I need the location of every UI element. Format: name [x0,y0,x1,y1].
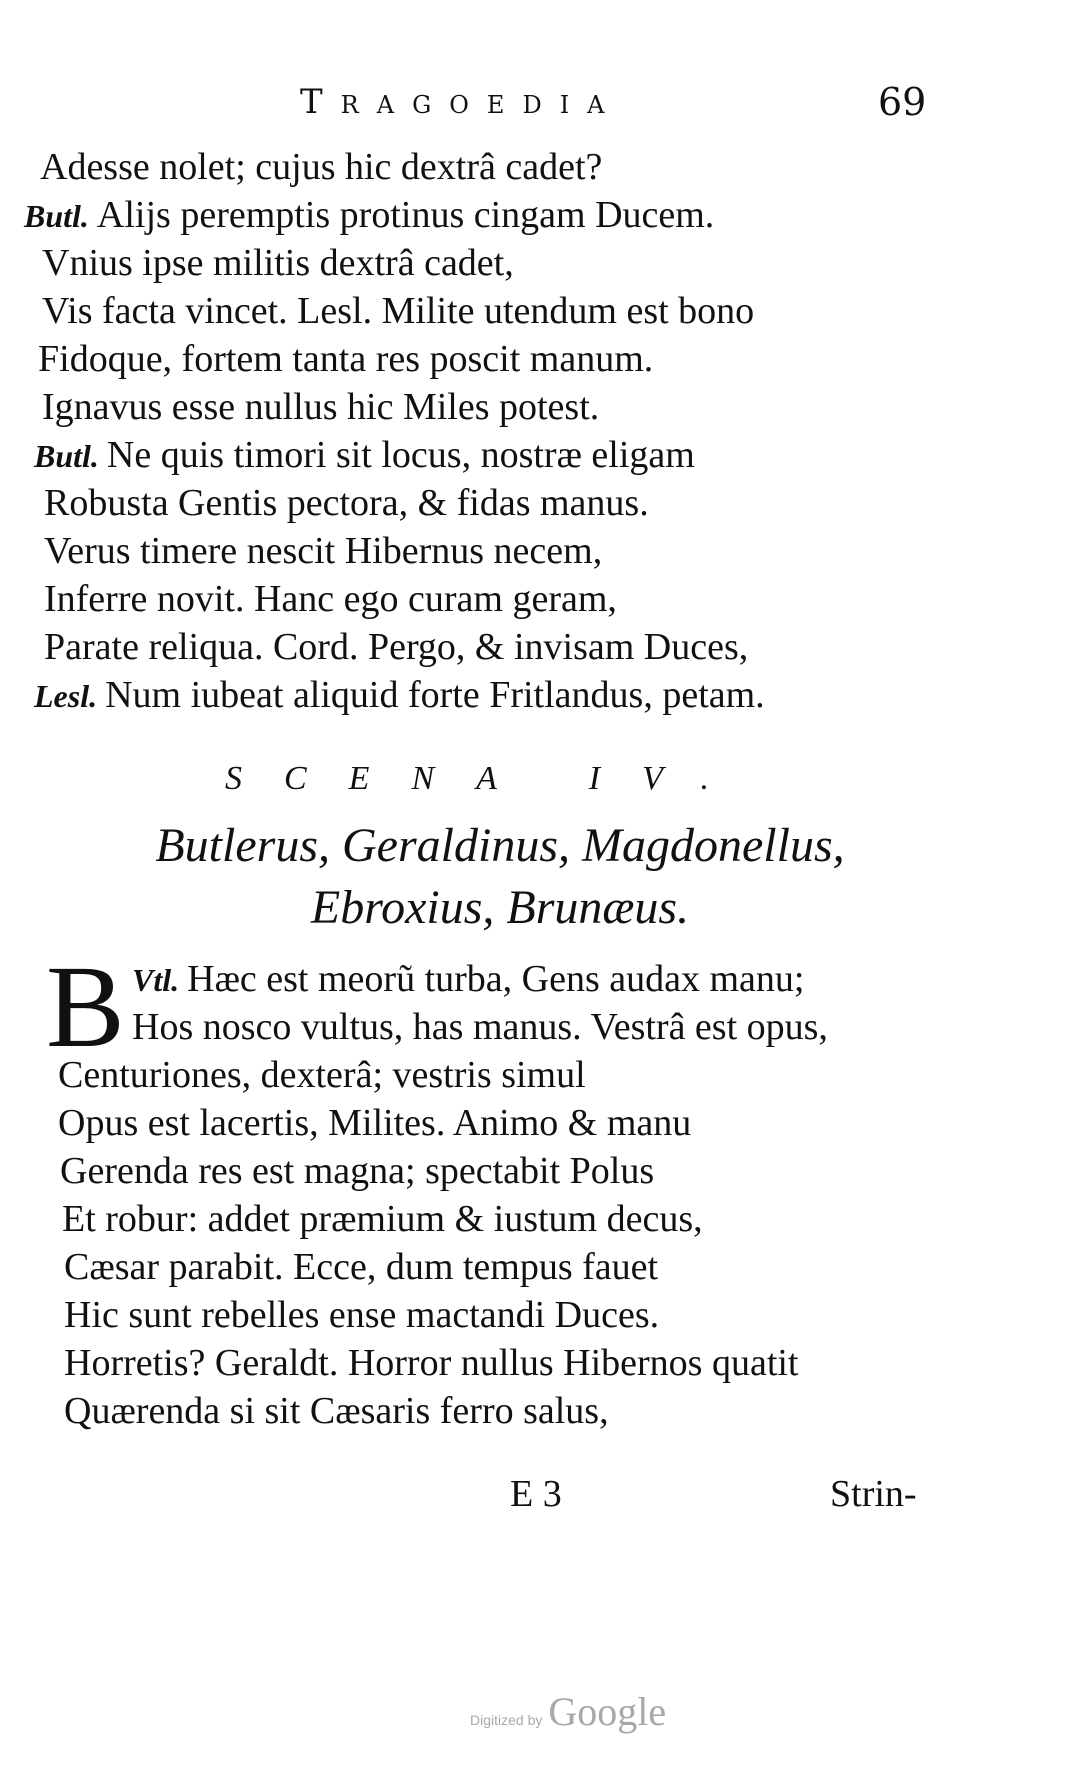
verse-line [56,1388,609,1435]
verse-line [50,1052,586,1099]
verse-line [124,1004,828,1051]
verse-text: Fidoque, fortem tanta res poscit manum. [38,338,654,380]
verse-text: Hæc est meorũ turba, Gens audax manu; [187,958,805,1000]
verse-line [32,144,602,191]
verse-text: Adesse nolet; cujus hic dextrâ cadet? [40,146,603,188]
verse-line [34,672,765,719]
verse-text: Num iubeat aliquid forte Fritlandus, petam. [105,674,765,716]
verse-text: Vnius ipse militis dextrâ cadet, [42,242,514,284]
catchword: Strin- [830,1473,917,1515]
running-title: Tragoedia [300,82,623,122]
scene-heading: SCENA IV. [225,760,751,797]
verse-line [36,528,602,575]
watermark-small-text: Digitized by [470,1712,543,1728]
verse-text: Vis facta vincet. Lesl. Milite utendum est bono [42,290,755,332]
verse-text: Verus timere nescit Hibernus necem, [44,530,603,572]
digitized-watermark [470,1688,666,1735]
verse-line [36,480,649,527]
verse-line [36,624,748,671]
watermark-logo-text: Google [548,1689,667,1734]
verse-text: Robusta Gentis pectora, & fidas manus. [44,482,649,524]
verse-line [56,1244,658,1291]
speaker-label: Vtl. [132,962,180,998]
verse-text: Hos nosco vultus, has manus. Vestrâ est opus, [132,1006,828,1048]
page-number: 69 [878,80,927,124]
verse-text: Cæsar parabit. Ecce, dum tempus fauet [64,1246,659,1288]
verse-text: Horretis? Geraldt. Horror nullus Hibernos quatit [64,1342,799,1384]
characters-line: Butlerus, Geraldinus, Magdonellus, [155,819,845,872]
verse-line [56,1292,659,1339]
verse-line [52,1148,654,1195]
speaker-label: Butl. [34,438,99,474]
signature-mark: E 3 [510,1473,562,1515]
verse-line [56,1340,799,1387]
verse-line [36,576,617,623]
verse-text: Opus est lacertis, Milites. Animo & manu [58,1102,692,1144]
verse-text: Gerenda res est magna; spectabit Polus [60,1150,655,1192]
verse-line [54,1196,703,1243]
drop-cap: B [46,941,125,1072]
verse-text: Ignavus esse nullus hic Miles potest. [42,386,600,428]
verse-text: Inferre novit. Hanc ego curam geram, [44,578,617,620]
verse-line [34,240,514,287]
verse-line [34,288,754,335]
verse-text: Alijs peremptis protinus cingam Ducem. [96,194,715,236]
speaker-label: Butl. [24,198,89,234]
verse-line [34,384,599,431]
characters-line: Ebroxius, Brunæus. [310,881,690,934]
verse-line [24,192,714,239]
verse-line [30,336,653,383]
speaker-label: Lesl. [34,678,98,714]
verse-text: Et robur: addet præmium & iustum decus, [62,1198,703,1240]
verse-line [50,1100,691,1147]
verse-text: Hic sunt rebelles ense mactandi Duces. [64,1294,660,1336]
verse-text: Centuriones, dexterâ; vestris simul [58,1054,586,1096]
verse-text: Ne quis timori sit locus, nostræ eligam [106,434,695,476]
verse-text: Parate reliqua. Cord. Pergo, & invisam Duces, [44,626,749,668]
verse-line [132,956,804,1003]
verse-line [34,432,695,479]
verse-text: Quærenda si sit Cæsaris ferro salus, [64,1390,609,1432]
